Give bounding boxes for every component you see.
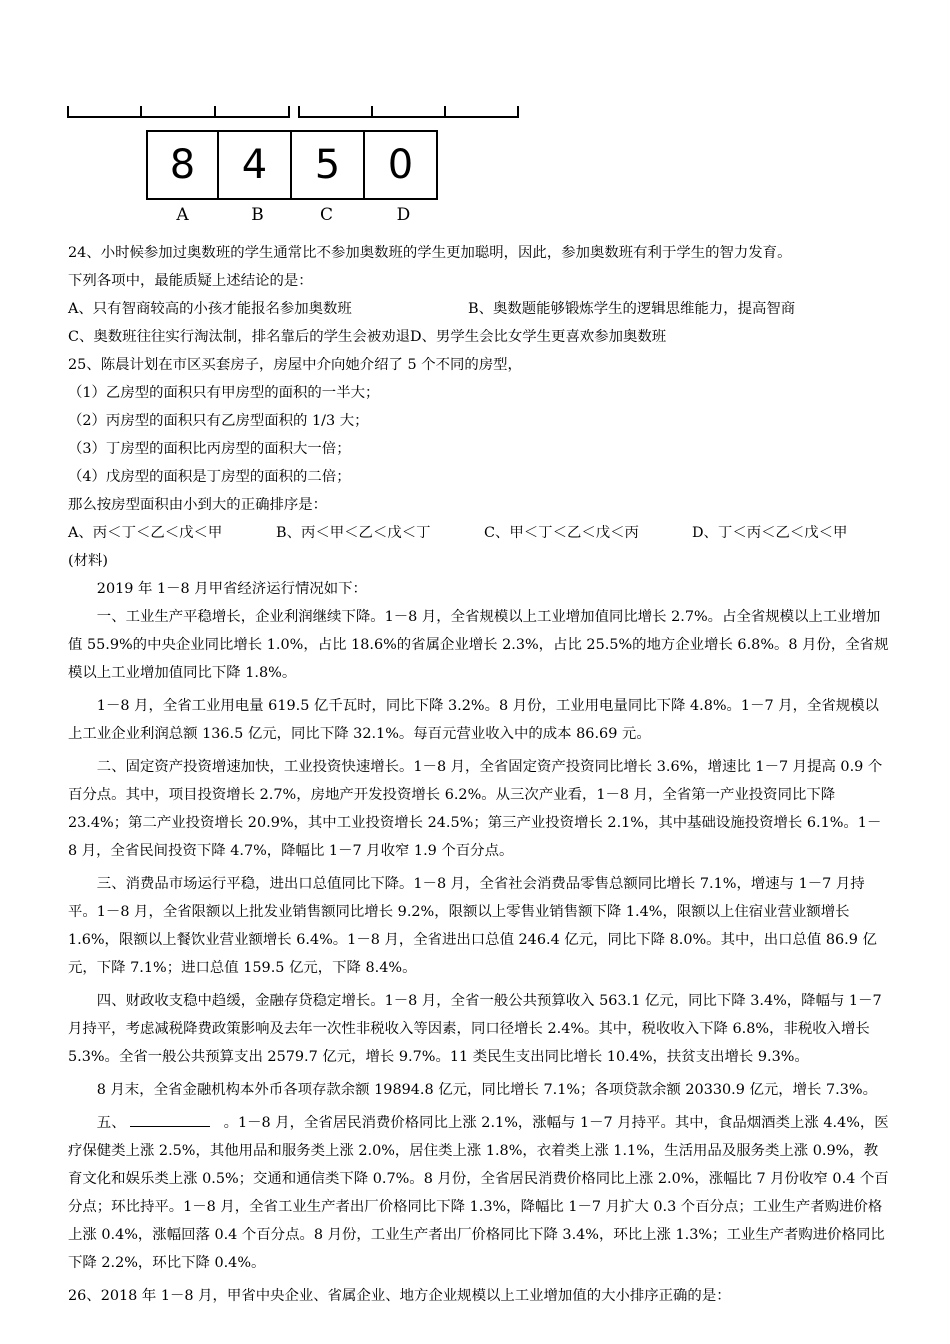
q25-option-a: A、丙＜丁＜乙＜戊＜甲: [68, 525, 223, 541]
material-paragraph-2: 1－8 月，全省工业用电量 619.5 亿千瓦时，同比下降 3.2%。8 月份，工业用电量同比下降 4.8%。1－7 月，全省规模以上工业企业利润总额 136.5 亿元，同比下降 32.1%。每百元营业收入中的成本 86.69 元。: [68, 698, 879, 742]
q25-condition-3: （3）丁房型的面积比丙房型的面积大一倍；: [68, 441, 351, 457]
q24-option-c: C、奥数班往往实行淘汰制，排名靠后的学生会被劝退: [68, 329, 410, 345]
material-paragraph-3: 二、固定资产投资增速加快，工业投资快速增长。1－8 月，全省固定资产投资同比增长 3.6%，增速比 1－7 月提高 0.9 个百分点。其中，项目投资增长 2.7%，房地产开发投资增长 6.2%。从三次产业看，1－8 月，全省第一产业投资同比下降 23.4%；第二产业投资增长 20.9%，其中工业投资增长 24.5%；第三产业投资增长 2.1%，其中基础设施投资增长 6.1%。1－8 月，全省民间投资下降 4.7%，降幅比 1－7 月收窄 1.9 个百分点。: [68, 759, 883, 859]
paragraph-7-prefix: 五、: [96, 1115, 126, 1131]
material-paragraph-1: 一、工业生产平稳增长，企业利润继续下降。1－8 月，全省规模以上工业增加值同比增长 2.7%。占全省规模以上工业增加值 55.9%的中央企业同比增长 1.0%，占比 18.6%的省属企业增长 2.3%，占比 25.5%的地方企业增长 6.8%。8 月份，全省规模以上工业增加值同比下降 1.8%。: [68, 609, 889, 681]
label-a: A: [176, 205, 189, 225]
digit-box-d: 0: [365, 130, 438, 200]
material-tag: (材料): [68, 553, 109, 569]
material-paragraph-7: [68, 1109, 890, 1277]
q25-option-d: D、丁＜丙＜乙＜戊＜甲: [692, 525, 848, 541]
q25-ask: 那么按房型面积由小到大的正确排序是：: [68, 497, 328, 513]
material-paragraph-4: 三、消费品市场运行平稳，进出口总值同比下降。1－8 月，全省社会消费品零售总额同比增长 7.1%，增速与 1－7 月持平。1－8 月，全省限额以上批发业销售额同比增长 9.2%，限额以上零售业销售额下降 1.4%，限额以上住宿业营业额增长 1.6%，限额以上餐饮业营业额增长 6.4%。1－8 月，全省进出口总值 246.4 亿元，同比下降 8.0%。其中，出口总值 86.9 亿元，下降 7.1%；进口总值 159.5 亿元，下降 8.4%。: [68, 876, 877, 976]
material-paragraph-5: 四、财政收支稳中趋缓，金融存贷稳定增长。1－8 月，全省一般公共预算收入 563.1 亿元，同比下降 3.4%，降幅与 1－7 月持平，考虑减税降费政策影响及去年一次性非税收入等因素，同口径增长 2.4%。其中，税收收入下降 6.8%，非税收入增长 5.3%。全省一般公共预算支出 2579.7 亿元，增长 9.7%。11 类民生支出同比增长 10.4%，扶贫支出增长 9.3%。: [68, 993, 882, 1065]
label-d: D: [396, 205, 411, 225]
q24-options-row1: [68, 295, 890, 323]
material-paragraph-6: 8 月末，全省金融机构本外币各项存款余额 19894.8 亿元，同比增长 7.1%；各项贷款余额 20330.9 亿元，增长 7.3%。: [96, 1082, 877, 1098]
q25-condition-1: （1）乙房型的面积只有甲房型的面积的一半大；: [68, 385, 380, 401]
q24-stem: 24、小时候参加过奥数班的学生通常比不参加奥数班的学生更加聪明，因此，参加奥数班有利于学生的智力发育。: [68, 245, 792, 261]
q25-options: [68, 519, 890, 547]
q26-stem: 26、2018 年 1－8 月，甲省中央企业、省属企业、地方企业规模以上工业增加值的大小排序正确的是：: [68, 1288, 731, 1304]
paragraph-7-body: 。1－8 月，全省居民消费价格同比上涨 2.1%，涨幅与 1－7 月持平。其中，食品烟酒类上涨 4.4%，医疗保健类上涨 2.5%，其他用品和服务类上涨 2.0%，居住类上涨 1.8%，衣着类上涨 1.1%，生活用品及服务类上涨 0.9%，教育文化和娱乐类上涨 0.5%；交通和通信类下降 0.7%。8 月份，全省居民消费价格同比上涨 2.0%，涨幅比 7 月份收窄 0.4 个百分点；环比持平。1－8 月，全省工业生产者出厂价格同比下降 1.3%，降幅比 1－7 月扩大 0.3 个百分点；工业生产者购进价格上涨 0.4%，涨幅回落 0.4 个百分点。8 月份，工业生产者出厂价格同比下降 3.4%，环比上涨 1.3%；工业生产者购进价格同比下降 2.2%，环比下降 0.4%。: [68, 1115, 889, 1271]
digit-figure: [0, 0, 950, 235]
digit-box-a: 8: [146, 130, 219, 200]
material-intro: 2019 年 1－8 月甲省经济运行情况如下：: [96, 581, 367, 597]
q24-option-d: D、男学生会比女学生更喜欢参加奥数班: [410, 329, 667, 345]
q25-stem: 25、陈晨计划在市区买套房子，房屋中介向她介绍了 5 个不同的房型，: [68, 357, 522, 373]
fill-in-blank[interactable]: [130, 1112, 210, 1127]
document-body: [68, 239, 890, 1310]
q24-ask: 下列各项中，最能质疑上述结论的是：: [68, 273, 313, 289]
q25-option-c: C、甲＜丁＜乙＜戊＜丙: [484, 525, 639, 541]
q25-condition-2: （2）丙房型的面积只有乙房型面积的 1/3 大；: [68, 413, 369, 429]
q25-option-b: B、丙＜甲＜乙＜戊＜丁: [276, 525, 431, 541]
label-c: C: [319, 205, 333, 225]
digit-box-b: 4: [219, 130, 292, 200]
label-b: B: [251, 205, 264, 225]
q24-option-b: B、奥数题能够锻炼学生的逻辑思维能力，提高智商: [468, 301, 796, 317]
q24-options-row2: [68, 323, 890, 351]
q24-option-a: A、只有智商较高的小孩才能报名参加奥数班: [68, 301, 352, 317]
digit-box-c: 5: [292, 130, 365, 200]
q25-condition-4: （4）戊房型的面积是丁房型的面积的二倍；: [68, 469, 351, 485]
ruler-lines: [0, 0, 950, 130]
